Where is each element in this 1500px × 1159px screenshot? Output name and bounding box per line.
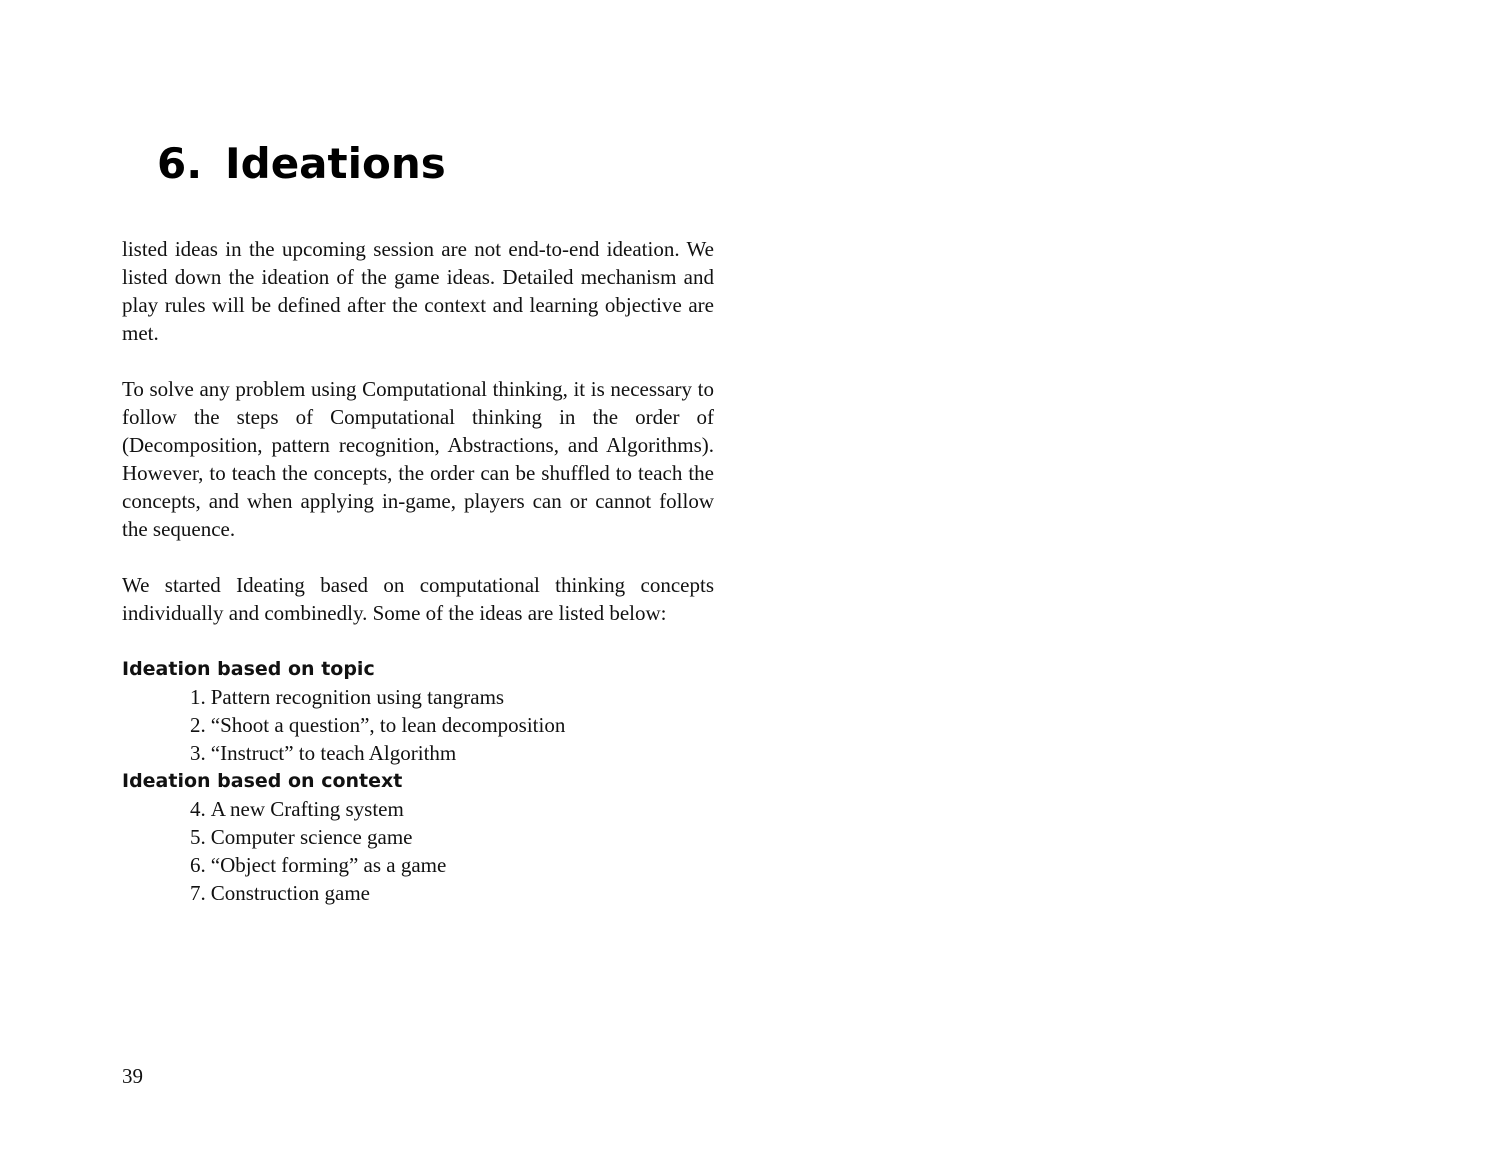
ideation-context-section: [122, 767, 714, 907]
item-text: Computer science game: [210, 825, 413, 849]
item-number: 4.: [190, 797, 206, 821]
item-number: 3.: [190, 741, 206, 765]
item-text: “Object forming” as a game: [210, 853, 447, 877]
section-title: Ideations: [225, 139, 446, 188]
list-item: [190, 739, 714, 767]
idea-list: [122, 683, 714, 767]
ideation-topic-section: [122, 655, 714, 767]
idea-list: [122, 795, 714, 907]
list-item: [190, 851, 714, 879]
section-heading: Ideation based on topic: [122, 658, 375, 680]
item-number: 5.: [190, 825, 206, 849]
body-content: [122, 235, 714, 907]
item-text: “Instruct” to teach Algorithm: [210, 741, 457, 765]
item-text: Construction game: [210, 881, 370, 905]
list-item: [190, 711, 714, 739]
page-number: 39: [122, 1064, 143, 1088]
computational-thinking-paragraph: To solve any problem using Computational thinking, it is necessary to follow the steps of Computational thinking in the order of (Decomposition, pattern recognition, Abstractions, and Algorithms). However, to teach the concepts, the order can be shuffled to teach the concepts, and when applying in-game, players can or cannot follow the sequence.: [122, 377, 714, 541]
page-title: [157, 136, 446, 192]
list-item: [190, 795, 714, 823]
item-number: 1.: [190, 685, 206, 709]
item-text: A new Crafting system: [210, 797, 404, 821]
intro-paragraph: listed ideas in the upcoming session are not end-to-end ideation. We listed down the ideation of the game ideas. Detailed mechanism and play rules will be defined after the context and learning objective are met.: [122, 237, 714, 345]
list-item: [190, 879, 714, 907]
item-text: “Shoot a question”, to lean decomposition: [210, 713, 566, 737]
section-number: 6.: [157, 139, 203, 188]
item-number: 2.: [190, 713, 206, 737]
item-number: 7.: [190, 881, 206, 905]
item-text: Pattern recognition using tangrams: [210, 685, 505, 709]
list-item: [190, 683, 714, 711]
item-number: 6.: [190, 853, 206, 877]
ideating-paragraph: We started Ideating based on computational thinking concepts individually and combinedly. Some of the ideas are listed below:: [122, 573, 714, 625]
section-heading: Ideation based on context: [122, 770, 403, 792]
list-item: [190, 823, 714, 851]
